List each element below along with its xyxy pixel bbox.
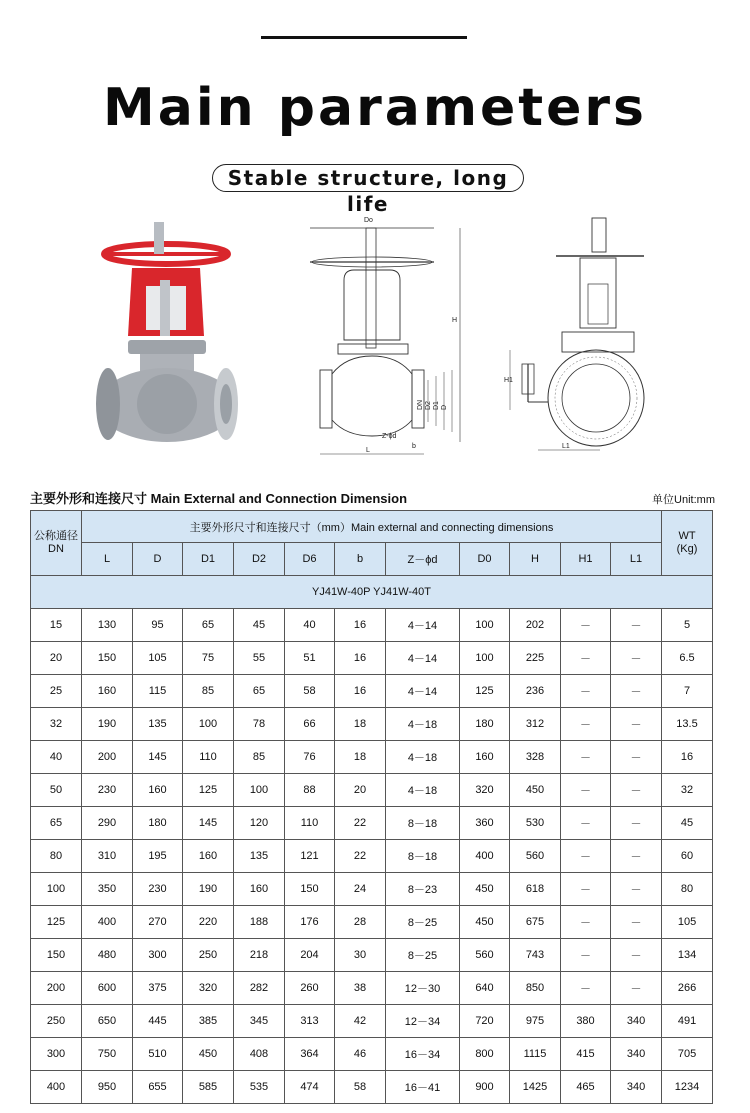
column-header: D1 (183, 543, 234, 576)
table-cell: － (611, 609, 662, 642)
table-cell: 8－25 (386, 939, 460, 972)
table-cell: 618 (510, 873, 561, 906)
label-h: H (452, 317, 458, 324)
table-cell: 65 (234, 675, 285, 708)
table-cell: 8－25 (386, 906, 460, 939)
table-cell: － (611, 939, 662, 972)
table-cell: 121 (285, 840, 335, 873)
table-cell: 385 (183, 1005, 234, 1038)
table-cell: 100 (460, 609, 510, 642)
table-cell: － (561, 741, 611, 774)
table-cell: 95 (133, 609, 183, 642)
label-d: D (441, 404, 448, 410)
table-cell: 340 (611, 1038, 662, 1071)
table-cell: 60 (662, 840, 713, 873)
table-cell: 750 (82, 1038, 133, 1071)
table-cell: 450 (510, 774, 561, 807)
table-cell: 300 (31, 1038, 82, 1071)
top-divider (261, 36, 467, 39)
table-cell: 560 (510, 840, 561, 873)
table-cell: 16－34 (386, 1038, 460, 1071)
table-cell: 30 (335, 939, 386, 972)
table-cell: － (611, 675, 662, 708)
table-cell: 105 (133, 642, 183, 675)
table-cell: 18 (335, 741, 386, 774)
table-caption-row (30, 488, 715, 508)
label-do: Do (364, 217, 373, 224)
table-cell: 134 (662, 939, 713, 972)
table-cell: 40 (31, 741, 82, 774)
label-d1: D1 (433, 401, 440, 410)
table-cell: 282 (234, 972, 285, 1005)
table-cell: 100 (31, 873, 82, 906)
table-row (31, 906, 713, 939)
table-cell: － (611, 741, 662, 774)
table-cell: 6.5 (662, 642, 713, 675)
table-cell: － (611, 906, 662, 939)
table-cell: 160 (234, 873, 285, 906)
unit-note: 单位Unit:mm (652, 494, 715, 506)
table-cell: 4－14 (386, 609, 460, 642)
table-cell: 850 (510, 972, 561, 1005)
table-cell: 150 (82, 642, 133, 675)
table-cell: － (561, 774, 611, 807)
table-cell: 313 (285, 1005, 335, 1038)
table-cell: 200 (82, 741, 133, 774)
table-cell: 312 (510, 708, 561, 741)
table-cell: 800 (460, 1038, 510, 1071)
table-row (31, 840, 713, 873)
table-cell: 160 (183, 840, 234, 873)
table-cell: 16 (662, 741, 713, 774)
column-header: D (133, 543, 183, 576)
table-cell: 320 (460, 774, 510, 807)
table-cell: 950 (82, 1071, 133, 1104)
table-cell: 176 (285, 906, 335, 939)
table-cell: 266 (662, 972, 713, 1005)
table-cell: 125 (183, 774, 234, 807)
table-cell: 8－23 (386, 873, 460, 906)
table-cell: 4－14 (386, 642, 460, 675)
table-cell: 1115 (510, 1038, 561, 1071)
table-cell: 220 (183, 906, 234, 939)
table-cell: 180 (133, 807, 183, 840)
table-cell: 20 (31, 642, 82, 675)
table-cell: 150 (31, 939, 82, 972)
table-cell: 8－18 (386, 840, 460, 873)
table-row (31, 939, 713, 972)
table-cell: 188 (234, 906, 285, 939)
table-cell: 340 (611, 1071, 662, 1104)
table-cell: 38 (335, 972, 386, 1005)
table-cell: 360 (460, 807, 510, 840)
table-cell: 76 (285, 741, 335, 774)
table-cell: 345 (234, 1005, 285, 1038)
table-cell: 12－30 (386, 972, 460, 1005)
table-cell: 80 (31, 840, 82, 873)
table-cell: 1425 (510, 1071, 561, 1104)
table-cell: － (561, 906, 611, 939)
table-row (31, 675, 713, 708)
table-cell: 55 (234, 642, 285, 675)
table-cell: 130 (82, 609, 133, 642)
table-cell: 120 (234, 807, 285, 840)
table-cell: 300 (133, 939, 183, 972)
table-cell: 190 (82, 708, 133, 741)
table-cell: 22 (335, 807, 386, 840)
table-cell: － (611, 807, 662, 840)
table-cell: 13.5 (662, 708, 713, 741)
table-cell: 510 (133, 1038, 183, 1071)
table-cell: － (561, 873, 611, 906)
table-cell: 450 (183, 1038, 234, 1071)
label-l1: L1 (562, 443, 570, 450)
table-cell: 320 (183, 972, 234, 1005)
table-cell: － (561, 642, 611, 675)
table-cell: － (561, 939, 611, 972)
table-cell: － (611, 708, 662, 741)
table-cell: 32 (662, 774, 713, 807)
table-cell: 260 (285, 972, 335, 1005)
table-heading: 主要外形和连接尺寸 Main External and Connection Dimension (30, 491, 408, 506)
table-cell: 655 (133, 1071, 183, 1104)
table-cell: － (611, 972, 662, 1005)
table-cell: 445 (133, 1005, 183, 1038)
table-cell: 465 (561, 1071, 611, 1104)
table-cell: 640 (460, 972, 510, 1005)
table-cell: 145 (183, 807, 234, 840)
table-cell: 28 (335, 906, 386, 939)
table-cell: 125 (460, 675, 510, 708)
table-cell: 5 (662, 609, 713, 642)
table-cell: 110 (285, 807, 335, 840)
valve-dimension-drawing (296, 210, 476, 460)
table-cell: 250 (183, 939, 234, 972)
table-cell: － (611, 840, 662, 873)
wt-header: WT (Kg) (662, 511, 713, 576)
table-cell: 328 (510, 741, 561, 774)
table-cell: 450 (460, 906, 510, 939)
table-row (31, 1038, 713, 1071)
table-cell: 40 (285, 609, 335, 642)
table-cell: 190 (183, 873, 234, 906)
table-cell: 415 (561, 1038, 611, 1071)
table-cell: 204 (285, 939, 335, 972)
table-cell: 4－14 (386, 675, 460, 708)
table-cell: 125 (31, 906, 82, 939)
table-cell: 375 (133, 972, 183, 1005)
table-row (31, 609, 713, 642)
column-header: H (510, 543, 561, 576)
table-cell: － (561, 708, 611, 741)
table-cell: 24 (335, 873, 386, 906)
table-cell: 400 (460, 840, 510, 873)
table-cell: 600 (82, 972, 133, 1005)
table-cell: 650 (82, 1005, 133, 1038)
table-cell: 705 (662, 1038, 713, 1071)
table-cell: 230 (82, 774, 133, 807)
table-cell: 145 (133, 741, 183, 774)
group-header: 主要外形尺寸和连接尺寸（mm）Main external and connecting dimensions (82, 511, 662, 543)
table-cell: － (561, 609, 611, 642)
table-cell: 105 (662, 906, 713, 939)
table-cell: 66 (285, 708, 335, 741)
column-header: D0 (460, 543, 510, 576)
table-cell: 16 (335, 609, 386, 642)
table-cell: 160 (460, 741, 510, 774)
table-row (31, 708, 713, 741)
table-row (31, 873, 713, 906)
table-cell: 585 (183, 1071, 234, 1104)
table-cell: 225 (510, 642, 561, 675)
table-cell: 400 (31, 1071, 82, 1104)
table-cell: 65 (183, 609, 234, 642)
table-cell: 202 (510, 609, 561, 642)
table-cell: 900 (460, 1071, 510, 1104)
table-cell: 85 (183, 675, 234, 708)
table-cell: 32 (31, 708, 82, 741)
table-cell: 51 (285, 642, 335, 675)
table-cell: － (561, 972, 611, 1005)
subtitle-badge: Stable structure, long life (212, 164, 524, 192)
column-header: L1 (611, 543, 662, 576)
dn-header: 公称通径 DN (31, 511, 82, 576)
valve-product-photo (92, 218, 242, 458)
label-d2: D2 (425, 401, 432, 410)
table-cell: 250 (31, 1005, 82, 1038)
column-header: b (335, 543, 386, 576)
table-cell: 530 (510, 807, 561, 840)
table-cell: 4－18 (386, 774, 460, 807)
table-cell: 474 (285, 1071, 335, 1104)
table-cell: 560 (460, 939, 510, 972)
table-cell: － (611, 774, 662, 807)
table-cell: 78 (234, 708, 285, 741)
table-cell: 743 (510, 939, 561, 972)
table-row (31, 972, 713, 1005)
page-title: Main parameters (102, 78, 647, 138)
table-cell: 16 (335, 675, 386, 708)
table-row (31, 807, 713, 840)
table-cell: 310 (82, 840, 133, 873)
table-cell: 491 (662, 1005, 713, 1038)
dimension-table (30, 510, 713, 1104)
table-cell: － (611, 642, 662, 675)
table-cell: 88 (285, 774, 335, 807)
table-cell: 135 (133, 708, 183, 741)
table-cell: 100 (460, 642, 510, 675)
table-cell: 20 (335, 774, 386, 807)
table-cell: 18 (335, 708, 386, 741)
table-cell: 58 (285, 675, 335, 708)
model-label: YJ41W-40P YJ41W-40T (31, 576, 713, 609)
table-cell: 15 (31, 609, 82, 642)
table-row (31, 642, 713, 675)
label-h1: H1 (504, 377, 513, 384)
table-cell: 4－18 (386, 708, 460, 741)
table-cell: 160 (133, 774, 183, 807)
table-cell: 22 (335, 840, 386, 873)
table-cell: 675 (510, 906, 561, 939)
table-cell: 380 (561, 1005, 611, 1038)
table-cell: 400 (82, 906, 133, 939)
table-cell: － (561, 675, 611, 708)
column-header: D2 (234, 543, 285, 576)
table-cell: 364 (285, 1038, 335, 1071)
table-cell: 45 (662, 807, 713, 840)
table-cell: 450 (460, 873, 510, 906)
table-row (31, 774, 713, 807)
label-z-d: Z-ϕd (382, 433, 397, 440)
table-cell: 350 (82, 873, 133, 906)
table-cell: 100 (183, 708, 234, 741)
table-cell: 236 (510, 675, 561, 708)
table-cell: 408 (234, 1038, 285, 1071)
column-header: Z－ϕd (386, 543, 460, 576)
column-header: L (82, 543, 133, 576)
table-cell: 45 (234, 609, 285, 642)
table-cell: 46 (335, 1038, 386, 1071)
table-cell: 480 (82, 939, 133, 972)
label-b: b (412, 443, 416, 450)
table-row (31, 1005, 713, 1038)
table-cell: 7 (662, 675, 713, 708)
table-row (31, 1071, 713, 1104)
table-cell: 25 (31, 675, 82, 708)
table-cell: 110 (183, 741, 234, 774)
table-cell: 195 (133, 840, 183, 873)
label-l: L (366, 447, 370, 454)
table-cell: 180 (460, 708, 510, 741)
table-row (31, 741, 713, 774)
table-cell: 160 (82, 675, 133, 708)
table-cell: 535 (234, 1071, 285, 1104)
table-cell: 100 (234, 774, 285, 807)
table-cell: 115 (133, 675, 183, 708)
table-cell: 8－18 (386, 807, 460, 840)
table-cell: 1234 (662, 1071, 713, 1104)
table-cell: 230 (133, 873, 183, 906)
table-cell: 50 (31, 774, 82, 807)
table-cell: 4－18 (386, 741, 460, 774)
table-cell: － (611, 873, 662, 906)
table-cell: 75 (183, 642, 234, 675)
table-cell: 65 (31, 807, 82, 840)
table-cell: 270 (133, 906, 183, 939)
table-cell: 42 (335, 1005, 386, 1038)
column-header: D6 (285, 543, 335, 576)
table-cell: 150 (285, 873, 335, 906)
table-cell: 720 (460, 1005, 510, 1038)
table-cell: 58 (335, 1071, 386, 1104)
gear-valve-drawing (500, 214, 670, 464)
table-cell: 340 (611, 1005, 662, 1038)
table-cell: 16－41 (386, 1071, 460, 1104)
table-cell: 200 (31, 972, 82, 1005)
table-cell: 85 (234, 741, 285, 774)
table-cell: － (561, 840, 611, 873)
table-cell: 16 (335, 642, 386, 675)
column-header: H1 (561, 543, 611, 576)
table-cell: 975 (510, 1005, 561, 1038)
table-cell: － (561, 807, 611, 840)
table-cell: 135 (234, 840, 285, 873)
table-cell: 218 (234, 939, 285, 972)
label-dn: DN (417, 399, 424, 410)
table-cell: 80 (662, 873, 713, 906)
table-cell: 12－34 (386, 1005, 460, 1038)
table-cell: 290 (82, 807, 133, 840)
